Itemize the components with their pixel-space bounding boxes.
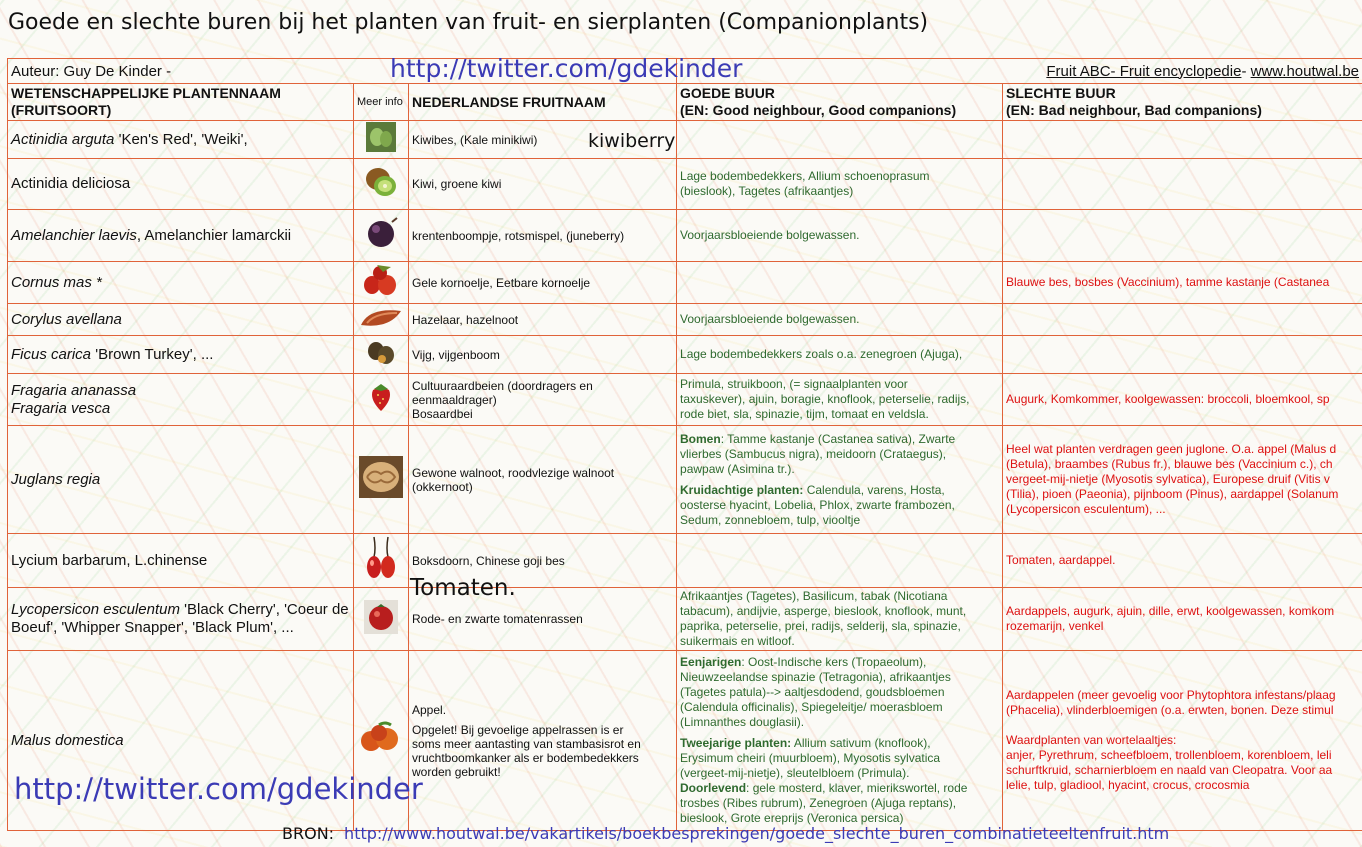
- good-neighbour-line: rode biet, sla, spinazie, tijm, tomaat en veldsla.: [680, 407, 929, 421]
- dutch-name-line: (okkernoot): [412, 479, 473, 494]
- good-neighbour-cell: [677, 426, 1003, 534]
- more-info-cell[interactable]: [354, 159, 409, 210]
- dutch-name-cell: [409, 426, 677, 534]
- bad-neighbour-line: lelie, tulp, gladiool, hyacint, crocus, crocosmia: [1006, 778, 1250, 792]
- more-info-cell[interactable]: [354, 426, 409, 534]
- kiwiberry-fruit-icon[interactable]: [366, 139, 396, 156]
- hazelnut-fruit-icon[interactable]: [359, 316, 403, 333]
- dutch-name-line: Boksdoorn, Chinese goji bes: [412, 553, 565, 568]
- scientific-name-italic: Cornus mas *: [11, 273, 102, 291]
- scientific-name-cell: [8, 336, 354, 374]
- header-dutch-name: NEDERLANDSE FRUITNAAM: [409, 84, 677, 121]
- more-info-cell[interactable]: [354, 374, 409, 426]
- good-neighbour-line: Lage bodembedekkers zoals o.a. zenegroen (Ajuga),: [680, 347, 963, 361]
- good-neighbour-line: paprika, peterselie, prei, radijs, selderij, sla, spinazie,: [680, 619, 961, 633]
- dutch-name-line: Vijg, vijgenboom: [412, 347, 500, 362]
- encyclopedia-links: [677, 59, 1362, 84]
- twitter-link-top[interactable]: http://twitter.com/gdekinder: [390, 54, 743, 83]
- good-neighbour-line: pawpaw (Asimina tr.).: [680, 461, 795, 476]
- bad-neighbour-line: Tomaten, aardappel.: [1006, 553, 1116, 567]
- good-neighbour-line: Primula, struikboon, (= signaalplanten voor: [680, 377, 908, 391]
- good-neighbour-cell: [677, 588, 1003, 651]
- good-neighbour-line: (Calendula officinalis), Spiegeleitje/ moerasbloem: [680, 700, 943, 714]
- dutch-name-line: Kiwi, groene kiwi: [412, 177, 502, 191]
- good-neighbour-cell: [677, 651, 1003, 831]
- header-row: [8, 84, 1362, 121]
- dutch-name-line: Bosaardbei: [412, 406, 473, 421]
- good-neighbour-heading: Eenjarigen: [680, 655, 742, 669]
- tomato-fruit-icon[interactable]: [364, 621, 398, 638]
- table-row: [8, 534, 1362, 588]
- good-neighbour-cell: [677, 336, 1003, 374]
- scientific-name-cell: [8, 588, 354, 651]
- good-neighbour-line: (Limnanthes douglasii).: [680, 715, 805, 729]
- bad-neighbour-cell: [1003, 159, 1362, 210]
- kiwiberry-overlay-label: kiwiberry: [588, 130, 676, 152]
- header-more-info: Meer info: [354, 84, 409, 121]
- more-info-cell[interactable]: [354, 336, 409, 374]
- goji-berry-fruit-icon[interactable]: [364, 568, 398, 585]
- scientific-name-cell: [8, 121, 354, 159]
- dutch-name-cell: [409, 262, 677, 304]
- header-scientific-name: WETENSCHAPPELIJKE PLANTENNAAM (FRUITSOORT): [8, 84, 354, 121]
- more-info-cell[interactable]: [354, 121, 409, 159]
- table-row: [8, 304, 1362, 336]
- bad-neighbour-line: schurftkruid, scharnierbloem en naald van Cleopatra. Voor aa: [1006, 763, 1333, 777]
- more-info-cell[interactable]: [354, 534, 409, 588]
- good-neighbour-line: trosbes (Ribes rubrum), Zenegroen (Ajuga reptans),: [680, 796, 957, 810]
- bad-neighbour-line: Blauwe bes, bosbes (Vaccinium), tamme kastanje (Castanea: [1006, 275, 1330, 289]
- good-neighbour-cell: [677, 534, 1003, 588]
- scientific-name-extra: 'Black Cherry', 'Coeur de Boeuf', 'Whipper Snapper', 'Black Plum', ...: [11, 601, 349, 636]
- cornelian-cherry-fruit-icon[interactable]: [361, 284, 401, 301]
- dutch-name-line: Hazelaar, hazelnoot: [412, 312, 519, 327]
- walnut-fruit-icon[interactable]: [359, 485, 403, 502]
- table-row: [8, 262, 1362, 304]
- page-title: Goede en slechte buren bij het planten van fruit- en sierplanten (Companionplants): [8, 10, 929, 35]
- table-row: [8, 588, 1362, 651]
- bad-neighbour-cell: [1003, 588, 1362, 651]
- bad-neighbour-line: Aardappelen (meer gevoelig voor Phytophtora infestans/plaag: [1006, 688, 1336, 702]
- encyclopedia-link[interactable]: Fruit ABC- Fruit encyclopedie: [1046, 62, 1242, 80]
- good-neighbour-line: Afrikaantjes (Tagetes), Basilicum, tabak (Nicotiana: [680, 589, 948, 603]
- bad-neighbour-line: (Phacelia), vlinderbloemigen (o.a. erwten, bonen. Deze stimul: [1006, 703, 1334, 717]
- scientific-name-extra: 'Ken's Red', 'Weiki',: [114, 130, 248, 148]
- companion-plants-table: [7, 58, 1362, 831]
- dutch-name-line: Opgelet! Bij gevoelige appelrassen is er: [412, 722, 624, 737]
- scientific-name-cell: [8, 374, 354, 426]
- more-info-cell[interactable]: [354, 588, 409, 651]
- dutch-name-cell: [409, 304, 677, 336]
- good-neighbour-line: tabacum), andijvie, asperge, bieslook, knoflook, munt,: [680, 604, 967, 618]
- author-text: Auteur: Guy De Kinder -: [8, 59, 677, 84]
- bad-neighbour-cell: [1003, 262, 1362, 304]
- header-good-neighbour: GOEDE BUUR (EN: Good neighbour, Good companions): [677, 84, 1003, 121]
- scientific-name-italic-2: Fragaria vesca: [11, 399, 111, 417]
- bad-neighbour-line: (Lycopersicon esculentum), ...: [1006, 502, 1166, 516]
- source-label: BRON:: [282, 824, 335, 843]
- good-neighbour-line: Erysimum cheiri (muurbloem), Myosotis sylvatica: [680, 751, 941, 765]
- good-neighbour-cell: [677, 210, 1003, 262]
- bad-neighbour-line: rozemarijn, venkel: [1006, 619, 1104, 633]
- dutch-name-line: Appel.: [412, 702, 447, 717]
- scientific-name-cell: [8, 262, 354, 304]
- good-neighbour-line: oosterse hyacint, Lobelia, Phlox, zwarte frambozen,: [680, 497, 955, 512]
- scientific-name-extra: Lycium barbarum, L.chinense: [11, 551, 208, 569]
- scientific-name-cell: [8, 210, 354, 262]
- table-row: [8, 121, 1362, 159]
- scientific-name-cell: [8, 304, 354, 336]
- good-neighbour-line: (bieslook), Tagetes (afrikaantjes): [680, 184, 854, 198]
- bad-neighbour-line: vergeet-mij-nietje (Myosotis sylvatica), Europese druif (Vitis v: [1006, 472, 1330, 486]
- bad-neighbour-cell: [1003, 651, 1362, 831]
- good-neighbour-line: : Tamme kastanje (Castanea sativa), Zwarte: [720, 431, 956, 446]
- good-neighbour-cell: [677, 262, 1003, 304]
- scientific-name-italic: Malus domestica: [11, 731, 124, 749]
- good-neighbour-cell: [677, 159, 1003, 210]
- scientific-name-italic: Juglans regia: [11, 470, 101, 488]
- good-neighbour-heading: Kruidachtige planten:: [680, 482, 804, 497]
- dutch-name-cell: [409, 210, 677, 262]
- dutch-name-line: Gewone walnoot, roodvlezige walnoot: [412, 465, 615, 480]
- source-line: [282, 824, 1169, 843]
- table-row: [8, 336, 1362, 374]
- scientific-name-italic: Ficus carica: [11, 345, 92, 363]
- good-neighbour-line: vlierbes (Sambucus nigra), meidoorn (Crataegus),: [680, 446, 947, 461]
- good-neighbour-cell: [677, 374, 1003, 426]
- good-neighbour-line: Lage bodembedekkers, Allium schoenoprasum: [680, 169, 930, 183]
- bad-neighbour-cell: [1003, 210, 1362, 262]
- good-neighbour-line: suikermais en witloof.: [680, 634, 795, 648]
- good-neighbour-line: : gele mosterd, klaver, mierikswortel, rode: [746, 781, 968, 795]
- bad-neighbour-cell: [1003, 534, 1362, 588]
- good-neighbour-line: Voorjaarsbloeiende bolgewassen.: [680, 228, 860, 242]
- dutch-name-cell: [409, 159, 677, 210]
- good-neighbour-line: Voorjaarsbloeiende bolgewassen.: [680, 312, 860, 326]
- dutch-name-cell: [409, 651, 677, 831]
- bad-neighbour-line: anjer, Pyrethrum, scheefbloem, trollenbloem, korenbloem, leli: [1006, 748, 1332, 762]
- dutch-name-cell: [409, 336, 677, 374]
- good-neighbour-line: (vergeet-mij-nietje), sleutelbloem (Primula).: [680, 766, 910, 780]
- table-row: [8, 210, 1362, 262]
- bad-neighbour-cell: [1003, 304, 1362, 336]
- scientific-name-extra: 'Brown Turkey', ...: [91, 345, 214, 363]
- scientific-name-italic: Actinidia arguta: [11, 130, 115, 148]
- bad-neighbour-line: Waardplanten van wortelaaltjes:: [1006, 733, 1177, 747]
- good-neighbour-heading: Bomen: [680, 431, 721, 446]
- bad-neighbour-cell: [1003, 121, 1362, 159]
- more-info-cell[interactable]: [354, 304, 409, 336]
- source-url-link[interactable]: http://www.houtwal.be/vakartikels/boekbesprekingen/goede_slechte_buren_combinatieteeltenfruit.htm: [344, 824, 1170, 843]
- fig-fruit-icon[interactable]: [364, 354, 398, 371]
- dutch-name-line: worden gebruikt!: [412, 764, 501, 779]
- houtwal-site-link[interactable]: www.houtwal.be: [1250, 62, 1360, 80]
- encyclopedia-separator: -: [1241, 62, 1251, 80]
- bad-neighbour-cell: [1003, 374, 1362, 426]
- good-neighbour-line: taxuskever), ajuin, boragie, knoflook, peterselie, radijs,: [680, 392, 970, 406]
- scientific-name-italic: Fragaria ananassa: [11, 381, 137, 399]
- dutch-name-line: vruchtboomkanker als er bodembedekkers: [412, 750, 639, 765]
- bad-neighbour-line: (Tilia), pioen (Paeonia), pijnboom (Pinus), aardappel (Solanum: [1006, 487, 1339, 501]
- bad-neighbour-line: Heel wat planten verdragen geen juglone. O.a. appel (Malus d: [1006, 442, 1337, 456]
- good-neighbour-line: : Oost-Indische kers (Tropaeolum),: [741, 655, 927, 669]
- scientific-name-cell: [8, 426, 354, 534]
- good-neighbour-line: Nieuwzeelandse spinazie (Tetragonia), afrikaantjes: [680, 670, 951, 684]
- dutch-name-line: Kiwibes, (Kale minikiwi): [412, 132, 538, 147]
- good-neighbour-heading: Tweejarige planten:: [680, 736, 792, 750]
- good-neighbour-cell: [677, 304, 1003, 336]
- scientific-name-italic: Lycopersicon esculentum: [11, 601, 180, 618]
- tomaten-overlay-label: Tomaten.: [410, 575, 516, 601]
- bad-neighbour-line: Aardappels, augurk, ajuin, dille, erwt, koolgewassen, komkom: [1006, 604, 1335, 618]
- good-neighbour-heading: Doorlevend: [680, 781, 747, 795]
- dutch-name-line: soms meer aantasting van stambasisrot en: [412, 736, 641, 751]
- bad-neighbour-cell: [1003, 336, 1362, 374]
- bad-neighbour-line: (Betula), braambes (Rubus fr.), blauwe bes (Vaccinium c.), ch: [1006, 457, 1333, 471]
- good-neighbour-line: Calendula, varens, Hosta,: [803, 482, 945, 497]
- header-bad-neighbour: SLECHTE BUUR (EN: Bad neighbour, Bad companions): [1003, 84, 1362, 121]
- good-neighbour-line: Sedum, zonnebloem, tulp, viooltje: [680, 512, 861, 527]
- bad-neighbour-line: Augurk, Komkommer, koolgewassen: broccoli, bloemkool, sp: [1006, 392, 1330, 406]
- dutch-name-line: Gele kornoelje, Eetbare kornoelje: [412, 275, 591, 290]
- dutch-name-line: Cultuuraardbeien (doordragers en: [412, 378, 593, 393]
- strawberry-fruit-icon[interactable]: [368, 400, 394, 417]
- good-neighbour-line: Allium sativum (knoflook),: [791, 736, 931, 750]
- juneberry-fruit-icon[interactable]: [364, 237, 398, 254]
- dutch-name-line: krentenboompje, rotsmispel, (juneberry): [412, 228, 625, 243]
- table-row: [8, 159, 1362, 210]
- good-neighbour-line: (Tagetes patula)--> aaltjesdodend, goudsbloemen: [680, 685, 945, 699]
- dutch-name-line: eenmaaldrager): [412, 392, 497, 407]
- dutch-name-cell: [409, 374, 677, 426]
- more-info-cell[interactable]: [354, 262, 409, 304]
- more-info-cell[interactable]: [354, 210, 409, 262]
- table-row: [8, 426, 1362, 534]
- twitter-link-bottom[interactable]: http://twitter.com/gdekinder: [14, 772, 423, 806]
- dutch-name-line: Rode- en zwarte tomatenrassen: [412, 612, 583, 626]
- bad-neighbour-cell: [1003, 426, 1362, 534]
- good-neighbour-cell: [677, 121, 1003, 159]
- scientific-name-italic: Corylus avellana: [11, 310, 122, 328]
- scientific-name-italic: Amelanchier laevis: [11, 226, 137, 244]
- scientific-name-cell: [8, 159, 354, 210]
- scientific-name-extra: Actinidia deliciosa: [11, 175, 131, 192]
- table-row: [8, 374, 1362, 426]
- good-neighbour-line: bieslook, Grote ereprijs (Veronica persica): [680, 811, 904, 825]
- apple-fruit-icon[interactable]: [359, 742, 403, 759]
- scientific-name-cell: [8, 534, 354, 588]
- scientific-name-extra: , Amelanchier lamarckii: [136, 226, 292, 244]
- kiwi-fruit-icon[interactable]: [363, 187, 399, 204]
